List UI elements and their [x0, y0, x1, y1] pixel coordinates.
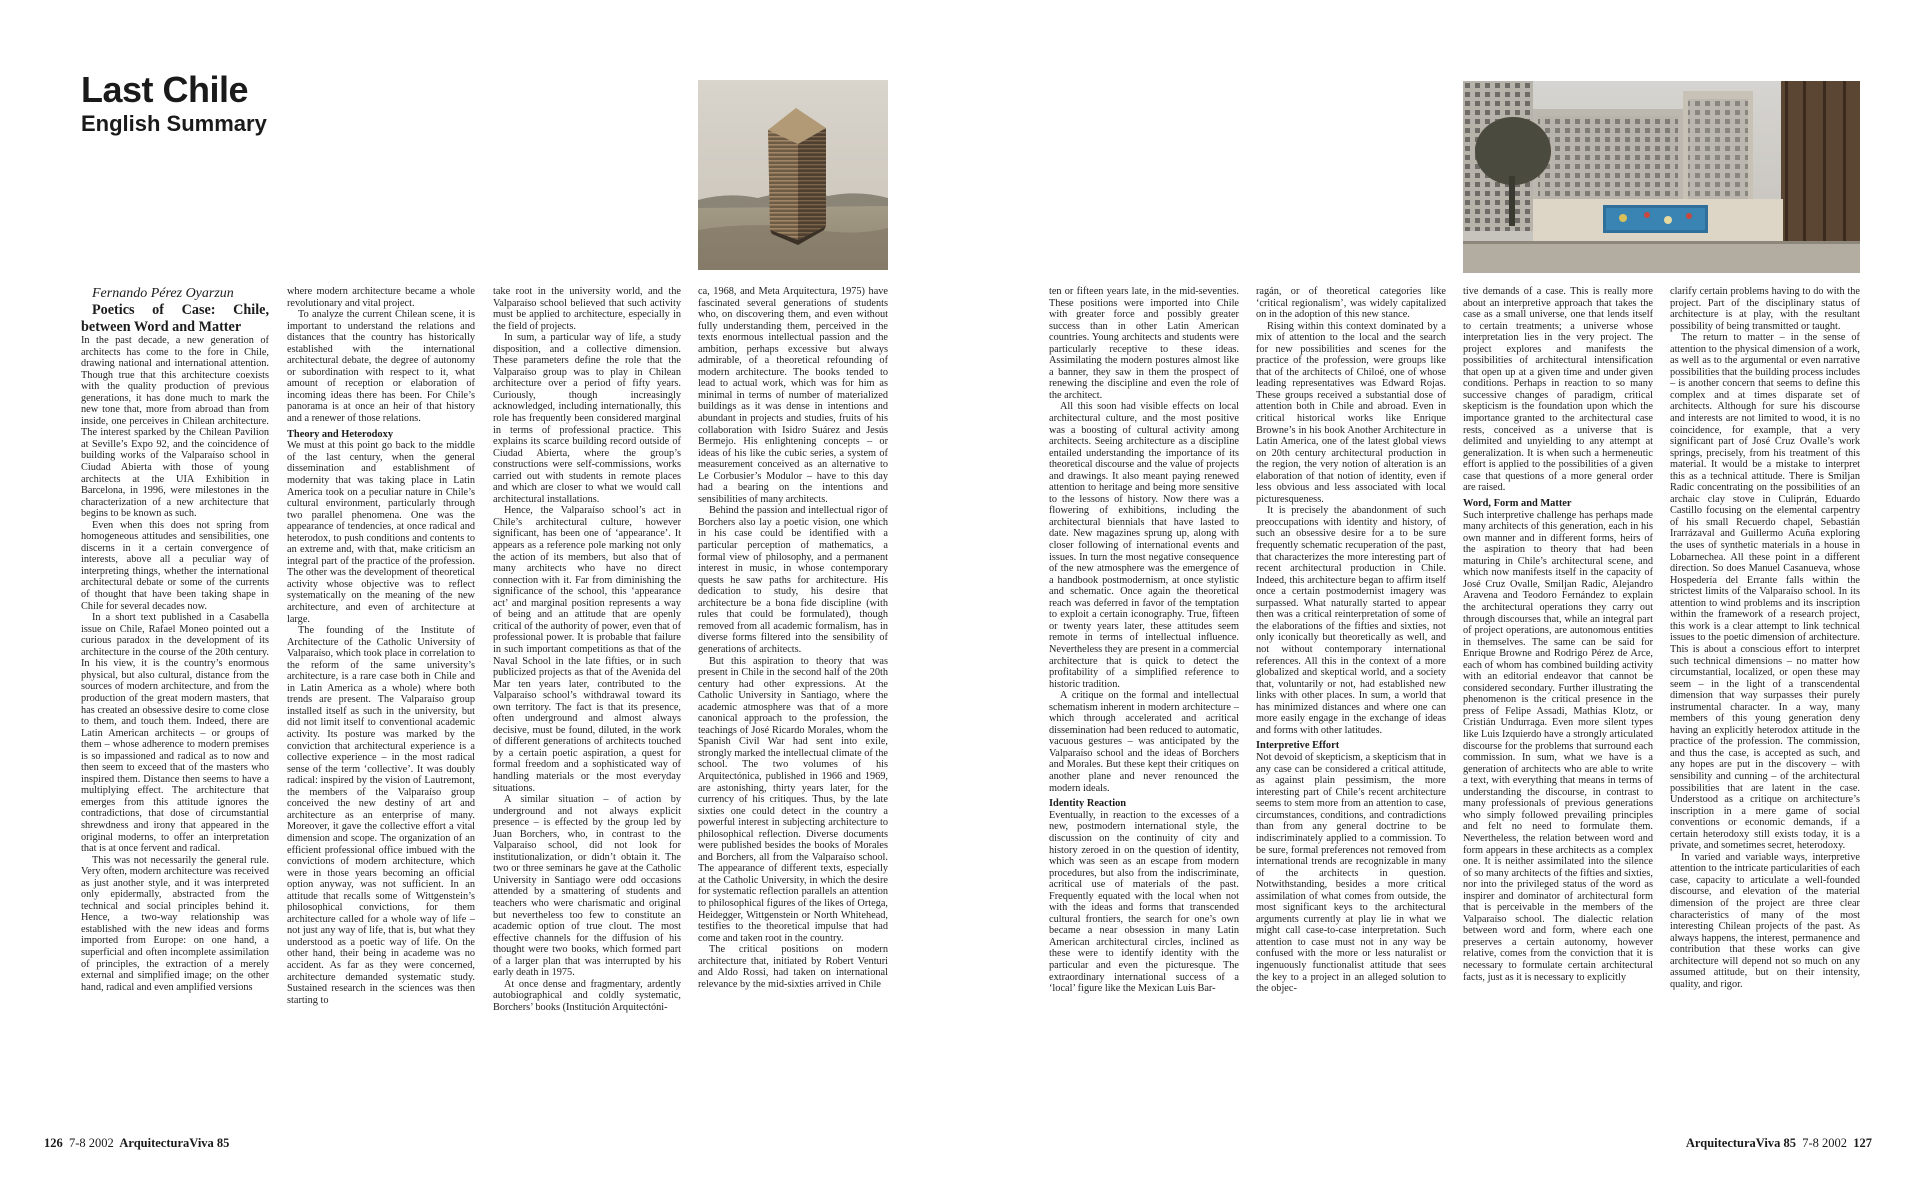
body-paragraph: A critique on the formal and intellectual schematism inherent in modern architecture – which through accelerated and acritical dissemination had been reduced to automatic, vacuous gestures – was anticipated by the Valparaíso school and the ideas of Borchers and Morales. But these kept their critiques on another plane and never renounced the modern ideals.: [1049, 690, 1239, 794]
page-number-left: 126: [44, 1136, 63, 1150]
text-column-8: [1670, 286, 1860, 1121]
photo-wooden-pavilion: [698, 80, 888, 270]
body-paragraph: This was not necessarily the general rule. Very often, modern architecture was received as just another style, and it was interpreted only epidermally, abstracted from the technical and social principles behind it. Hence, a two-way relationship was established with the new ideas and forms imported from Europe: on one hand, a superficial and often incomplete assimilation of principles, the extraction of a merely external and simplified image; on the other hand, radical and even amplified versions: [81, 854, 269, 993]
body-paragraph: In sum, a particular way of life, a study disposition, and a collective dimension. These parameters define the role that the Valparaíso group was to play in Chilean architecture over a period of fifty years. Curiously, though increasingly acknowledged, including internationally, this role has frequently been considered marginal in terms of professional practice. This explains its scarce building record outside of Ciudad Abierta, where the group’s constructions were self-commissions, works carried out with students in remote places and which are closer to what we would call architectural installations.: [493, 332, 681, 505]
body-paragraph: Such interpretive challenge has perhaps made many architects of this generation, each in his own manner and in different forms, heirs of the aspiration to theory that had been maturing in Chile’s architectural scene, and which now manifests itself in the capacity of José Cruz Ovalle, Smiljan Radic, Alejandro Aravena and Teodoro Fernández to explain the architectural operations they carry out through discourses that, while an integral part of project operations, are autonomous entities in themselves. The same can be said for Enrique Browne and Rodrigo Pérez de Arce, each of whom has combined building activity with an editorial endeavor that cannot be considered secondary. Further illustrating the phenomenon is the critical presence in the press of Felipe Assadi, Mathias Klotz, or Cristián Undurraga. Even more silent types like Luis Izquierdo have a strongly articulated discourse for the problems that surround each commission. In sum, what we have is a generation of architects who are able to write a text, with everything that means in terms of understanding the discourse, in contrast to many professionals of previous generations who simply followed prevailing principles and felt no need to formulate them. Nevertheless, the relation between word and form appears in these architects as a complex one. It is neither assimilated into the silence of so many architects of the fifties and sixties, nor into the privileged status of the word as inspirer and dominator of architectural form that is perceivable in the members of the Valparaíso school. The dialectic relation between word and form, where each one preserves a certain autonomy, however relative, comes from the conviction that it is necessary to formulate certain architectural facts, just as it is necessary to explicitly: [1463, 509, 1653, 983]
section-heading: Theory and Heterodoxy: [287, 428, 394, 440]
body-paragraph: tive demands of a case. This is really more about an interpretive approach that takes the case as a small universe, one that lends itself to certain treatments; a universe whose interpretation lies in the very project. The project explores and manifests the possibilities of architectural intensification that open up at a given time and under given conditions. Perhaps in reaction to so many successive changes of paradigm, critical skepticism is the foundation upon which the importance granted to the architectural case rests, conceived as a universe that is delimited and unyielding to any attempt at generalization. It is when such a hermeneutic effort is applied to the possibilities of a given case that questions of a more general order are raised.: [1463, 286, 1653, 494]
body-paragraph: Hence, the Valparaíso school’s act in Chile’s architectural culture, however significant, has been one of ‘appearance’. It appears as a reference pole marking not only the action of its members, but also that of many architects who have no direct connection with it. Far from diminishing the significance of the school, this ‘appearance act’ and marginal position represents a way of being and an attitude that are openly critical of the authority of power, even that of professional power. It is probable that failure in such important competitions as that of the Naval School in the late fifties, or in such publicized projects as that of the Avenida del Mar ten years later, contributed to the Valparaíso school’s withdrawal toward its own territory. The fact is that its presence, often underground and almost always decisive, must be found, diluted, in the work of different generations of architects touched by a certain poetic aspiration, a quest for formal freedom and a sophisticated way of handling materials or the most everyday situations.: [493, 505, 681, 794]
body-paragraph: The critical positions on modern architecture that, initiated by Robert Venturi and Aldo Rossi, had taken on international relevance by the mid-sixties arrived in Chile: [698, 944, 888, 990]
body-paragraph: ten or fifteen years late, in the mid-seventies. These positions were imported into Chile with greater force and possibly greater success than in other Latin American countries. Young architects and students were particularly receptive to these ideas. Assimilating the modern postures almost like a banner, they saw in them the prospect of renewing the discipline and even the role of the architect.: [1049, 286, 1239, 401]
body-paragraph: All this soon had visible effects on local architectural culture, and the most positive was a boosting of cultural activity among architects. Seeing architecture as a discipline entailed understanding the importance of its theoretical discourse and the value of projects and drawings. It also meant paying renewed attention to heritage and being more sensitive to the lessons of history. Now there was a flowering of exhibitions, including the architectural biennials that have lasted to date. New magazines sprung up, along with closer following of international events and issues. In turn the most negative consequence of the new atmosphere was the emergence of a handbook postmodernism, at once stylistic and schematic. Once again the theoretical reach was deferred in favor of the temptation to exploit a certain iconography. True, fifteen or twenty years later, these attitudes seem remote in terms of intellectual influence. Nevertheless they are present in a commercial architecture that is quick to detect the profitability of a simplified reference to historic tradition.: [1049, 401, 1239, 690]
body-paragraph: In the past decade, a new generation of architects has come to the fore in Chile, drawing national and international attention. Though true that this architecture coexists with the quality production of previous generations, it has done much to mark the new tone that, more from abroad than from inside, one perceives in Chilean architecture. The interest sparked by the Chilean Pavilion at Seville’s Expo 92, and the coincidence of building works of the Valparaíso school in Ciudad Abierta with those of young architects at the UIA Exhibition in Barcelona, in 1996, were milestones in the characterization of a new architecture that begins to be known as such.: [81, 335, 269, 520]
page-title: Last Chile: [81, 69, 249, 110]
body-paragraph: At once dense and fragmentary, ardently autobiographical and coldly systematic, Borchers’ books (Institución Arquitectóni-: [493, 978, 681, 1013]
magazine-name-left: ArquitecturaViva 85: [119, 1136, 230, 1150]
folio-right: [1686, 1136, 1872, 1151]
article-title: Poetics of Case: Chile, between Word and Matter: [81, 302, 269, 335]
folio-left: [44, 1136, 229, 1151]
text-column-2: [287, 286, 475, 1121]
body-paragraph: In varied and variable ways, interpretive attention to the intricate particularities of each case, capacity to articulate a well-founded discourse, and elevation of the material dimension of the project are three clear characteristics of many of the most interesting Chilean projects of the past. As always happens, the interest, permanence and contribution that these works can give architecture will depend not so much on any assumed attitude, but on their intensity, quality, and rigor.: [1670, 851, 1860, 990]
body-paragraph: clarify certain problems having to do with the project. Part of the disciplinary status of architecture is at play, with the resultant possibility of being transmitted or taught.: [1670, 286, 1860, 332]
body-paragraph: Even when this does not spring from homogeneous attitudes and sensibilities, one discerns in it a certain convergence of interests, above all a peculiar way of interpreting things, whether the international architectural debate or some of the currents of thought that have been taking shape in Chile for several decades now.: [81, 519, 269, 612]
body-paragraph: take root in the university world, and the Valparaíso school believed that such activity must be applied to architecture, especially in the field of projects.: [493, 286, 681, 332]
article-author: Fernando Pérez Oyarzun: [92, 286, 234, 301]
body-paragraph: where modern architecture became a whole revolutionary and vital project.: [287, 286, 475, 309]
photo-courtyard-mural: [1463, 81, 1860, 273]
body-paragraph: In a short text published in a Casabella issue on Chile, Rafael Moneo pointed out a curious paradox in the development of its architecture in the course of the 20th century. In his view, it is the country’s enormous physical, but also cultural, distance from the sources of modern architecture, and from the production of the great modern masters, that has created an obsessive desire to come close to them, and touch them. Indeed, there are Latin American architects – or groups of them – whose adherence to modern premises is so impassioned and radical as to now and then seem to exceed that of the masters who inspired them. Distance then seems to have a multiplying effect. The architecture that emerges from this attitude ignores the contradictions, that dose of circumstantial shrewdness and irony that appeared in the original moderns, to offer an interpretation that is at once fervent and radical.: [81, 612, 269, 855]
body-paragraph: Eventually, in reaction to the excesses of a new, postmodern international style, the discussion on the continuity of city and history zeroed in on the question of identity, which was seen as an escape from modern procedures, but also from the indiscriminate, acritical use of materials of the past. Frequently equated with the local when not with the ideas and forms that transcended cultural frontiers, the search for one’s own became a near obsession in many Latin American architectural circles, inclined as these were to identify identity with the particular and even the picturesque. The extraordinary international success of a ‘local’ figure like the Mexican Luis Bar-: [1049, 809, 1239, 995]
body-paragraph: Not devoid of skepticism, a skepticism that in any case can be considered a critical attitude, as against plain pessimism, the more interesting part of Chile’s recent architecture seems to stem more from an attention to case, circumstances, conditions, and contradictions than from any general doctrine to be indiscriminately applied to a commission. To be sure, formal preferences not removed from international trends are recognizable in many of the architects in question. Notwithstanding, besides a more critical assimilation of what comes from outside, the most significant keys to the architectural arguments currently at play lie in what we might call case-to-case interpretation. Such attention to case must not in any way be confused with the more or less naturalist or ingenuously functionalist attitude that sees the key to a project in an alleged solution to the objec-: [1256, 752, 1446, 995]
magazine-name-right: ArquitecturaViva 85: [1685, 1136, 1796, 1150]
body-paragraph: The founding of the Institute of Architecture of the Catholic University of Valparaíso, which took place in correlation to the reform of the same university’s architecture, is a rare case both in Chile and in Latin America as a whole) where both trends are present. The Valparaíso group installed itself as such in the university, but did not limit itself to conventional academic activity. Its posture was marked by the conviction that architectural experience is a collective experience – in the most radical sense of the term ‘collective’. It was doubly radical: inspired by the vision of Lautremont, the members of the Valparaíso group conceived the new destiny of art and architecture as an enterprise of many. Moreover, it gave the collective effort a vital dimension and scope. The organization of an efficient professional office imbued with the convictions of modern architecture, which were in those years becoming an official option anyway, was not sufficient. In an attitude that recalls some of Wittgenstein’s philosophical convictions, for them architecture called for a whole way of life – not just any way of life, that is, but what they understood as a poetic way of life. On the other hand, their being in academe was no accident. As far as they were concerned, architecture demanded systematic study. Sustained research in the sciences was then starting to: [287, 625, 475, 1006]
section-heading: Interpretive Effort: [1256, 740, 1340, 752]
section-heading: Word, Form and Matter: [1463, 497, 1572, 509]
page-number-right: 127: [1853, 1136, 1872, 1150]
body-paragraph: Rising within this context dominated by a mix of attention to the local and the search for new possibilities and scenes for the practice of the profession, were groups like that of the architects of Chiloé, one of whose leading representatives was Edward Rojas. These groups received a substantial dose of attention both in Chile and abroad. Even in critical historical works like Enrique Browne’s in his book Another Architecture in Latin America, one of the latest global views on 20th century architectural production in the region, the very notion of alteration is an elaboration of that notion of identity, even if less obvious and less associated with local picturesqueness.: [1256, 320, 1446, 505]
text-column-5: [1049, 286, 1239, 1121]
body-paragraph: It is precisely the abandonment of such preoccupations with identity and history, of such an obsessive desire for a to be sure frequently schematic recuperation of the past, that characterizes the more interesting part of recent architectural production in Chile. Indeed, this architecture began to affirm itself once a certain postmodernist imagery was surpassed. What naturally started to appear then was a critical reinterpretation of some of the elaborations of the fifties and sixties, not only iconically but theoretically as well, and not without contemporary international references. All this in the context of a more globalized and skeptical world, and a society that, voluntarily or not, had established new links with other places. In sum, a world that has minimized distances and where one can more easily engage in the exchange of ideas and forms with other latitudes.: [1256, 505, 1446, 736]
body-paragraph: ragán, or of theoretical categories like ‘critical regionalism’, was widely capitalized on in the adoption of this new stance.: [1256, 286, 1446, 321]
page-subtitle: English Summary: [81, 111, 267, 136]
body-paragraph: A similar situation – of action by underground and not always explicit presence – is effected by the group led by Juan Borchers, who, in contrast to the Valparaíso school, did not look for institutionalization, or didn’t obtain it. The two or three seminars he gave at the Catholic University in Santiago were odd occasions attended by a smattering of students and teachers who were charismatic and original but nevertheless too few to constitute an academic option of true clout. The most effective channels for the diffusion of his thought were two books, which formed part of a larger plan that was interrupted by his early death in 1975.: [493, 794, 681, 979]
text-column-6: [1256, 286, 1446, 1121]
body-paragraph: To analyze the current Chilean scene, it is important to understand the relations and distances that the country has historically established with the international architectural debate, the degree of autonomy or subordination with respect to it, what amount of reception or elaboration of incoming ideas there has been. For Chile’s panorama is at once an heir of that history and a renewer of those relations.: [287, 309, 475, 425]
body-paragraph: The return to matter – in the sense of attention to the physical dimension of a work, as well as to the argumental or even narrative possibilities that the building process includes – is another concern that seems to define this complex and at times disparate set of architects. Although for sure his discourse and interests are not limited to wood, it is no coincidence, for example, that a very significant part of José Cruz Ovalle’s work springs, precisely, from his treatment of this material. It would be a mistake to interpret this as a technical attitude. There is Smiljan Radic concentrating on the possibilities of an archaic clay stove in Culiprán, Eduardo Castillo focusing on the elemental carpentry of his small Recuerdo chapel, Sebastián Irarrázaval and Guillermo Acuña exploring the uses of synthetic materials in a house in Lobarnechea. All these point in a different direction. So does Manuel Casanueva, whose Hospedería del Errante falls within the strictest limits of the Valparaíso school. In its attention to wind problems and its inscription within the framework of a research project, this work is a clear attempt to link technical issues to the poetic dimension of architecture. This is about a conscious effort to interpret such technical dimensions – no matter how circumstantial, localized, or open these may seem – in the light of a transcendental dimension that way surpasses their purely instrumental character. In a way, many members of this young generation deny having an explicitly heterodox attitude in the practice of the profession. The commission, and thus the case, is accepted as such, and any hopes are put in the discovery – with sensibility and cunning – of the architectural possibilities that are latent in the case. Understood as a critique on architecture’s inscription in a mere game of social conventions or economic demands, if a certain heterodoxy still exists today, it is a private, and sometimes secret, heterodoxy.: [1670, 332, 1860, 852]
issue-date-left: 7-8 2002: [69, 1136, 114, 1150]
body-paragraph: ca, 1968, and Meta Arquitectura, 1975) have fascinated several generations of students who, on discovering them, and even without fully understanding them, perceived in the texts enormous intellectual passion and the ambition, perhaps excessive but always admirable, of a theoretical refounding of modern architecture. The books tended to lead to actual work, which was for him as minimal in terms of number of materialized buildings as it was dense in intentions and abundant in projects and studies, fruits of his collaboration with Isidro Suárez and Jesús Bermejo. His enlightening concepts – or ideas of his like the cubic series, a system of measurement conceived as an alternative to Le Corbusier’s Modulor – have to this day had a bearing on the intentions and sensibilities of many architects.: [698, 286, 888, 505]
issue-date-right: 7-8 2002: [1802, 1136, 1847, 1150]
text-column-3: [493, 286, 681, 1121]
text-column-7: [1463, 286, 1653, 1121]
body-paragraph: We must at this point go back to the middle of the last century, when the general dissemination and establishment of modernity that was taking place in Latin America took on a peculiar nature in Chile’s cultural environment, particularly through two parallel phenomena. One was the appearance of tendencies, at once radical and heterodox, to push conditions and contents to an extreme and, with that, make criticism an integral part of the practice of the profession. The other was the development of theoretical activity whose objective was to reflect systematically on the meaning of the new architecture, and even of architecture at large.: [287, 440, 475, 625]
text-column-4: [698, 286, 888, 1121]
body-paragraph: But this aspiration to theory that was present in Chile in the second half of the 20th century had other expressions. At the Catholic University in Santiago, where the academic atmosphere was that of a more canonical approach to the profession, the teachings of José Ricardo Morales, whom the Spanish Civil War had sent into exile, strongly marked the intellectual climate of the school. The two volumes of his Arquitectónica, published in 1966 and 1969, are astonishing, thirty years later, for the currency of his critiques. Thus, by the late sixties one could detect in the country a powerful interest in subjecting architecture to philosophical reflection. Diverse documents were published besides the books of Morales and Borchers, all from the Valparaíso school. The appearance of different texts, especially at the Catholic University, in which the desire for systematic reflection parallels an attention to philosophical figures of the likes of Ortega, Heidegger, Wittgenstein or North Whitehead, testifies to the theoretical impulse that had come and taken root in the country.: [698, 655, 888, 944]
text-column-1: [81, 286, 269, 1121]
body-paragraph: Behind the passion and intellectual rigor of Borchers also lay a poetic vision, one which in his case could be identified with a particular perception of mathematics, a formal view of philosophy, and a permanent interest in music, in whose contemporary quests he saw paths for architecture. His dedication to study, his desire that architecture be a bona fide discipline (with rules that could be formulated), though removed from all academic formalism, has in diverse forms filtered into the sensibility of generations of architects.: [698, 505, 888, 655]
section-heading: Identity Reaction: [1049, 798, 1127, 810]
